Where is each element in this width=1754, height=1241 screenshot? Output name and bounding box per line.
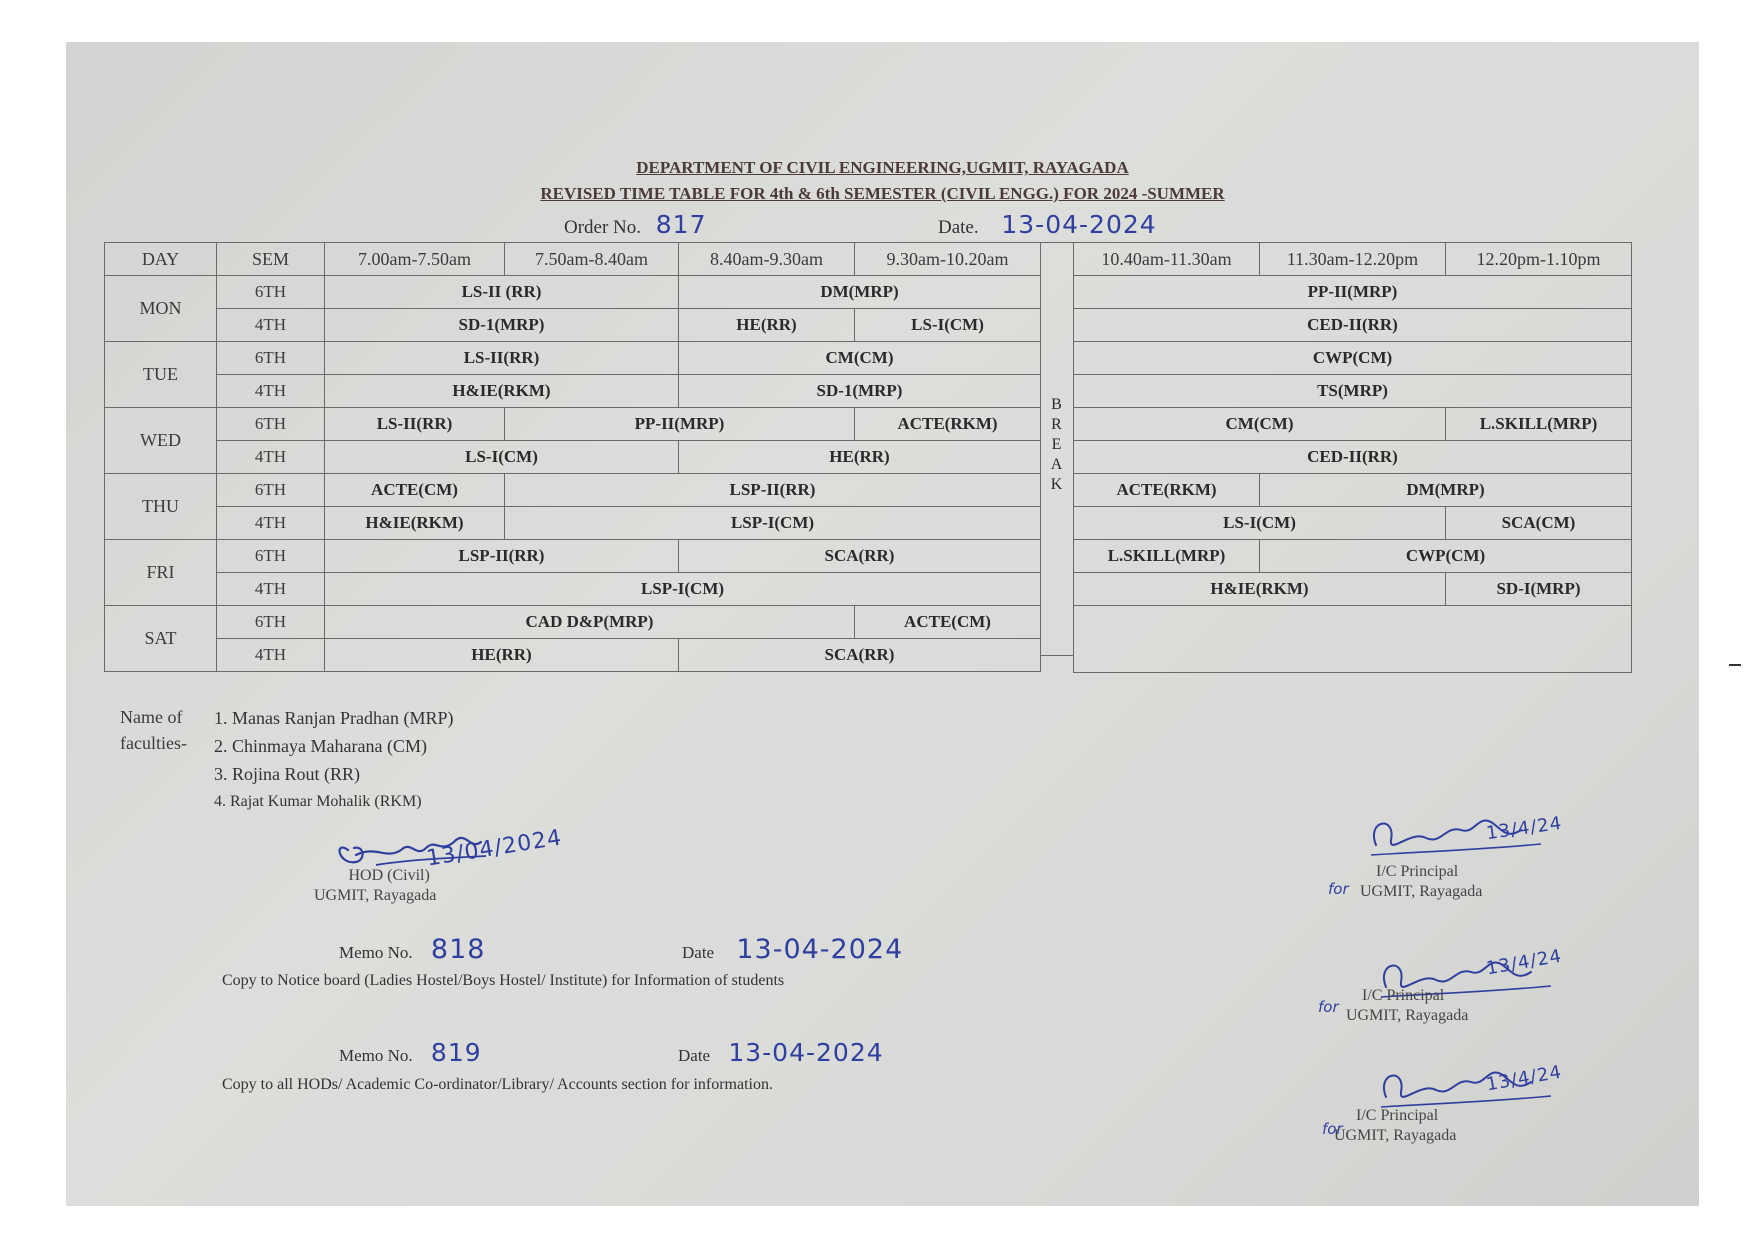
principal-signature-date: 13/4/24	[1484, 945, 1564, 980]
class-cell: PP-II(MRP)	[505, 408, 855, 441]
class-cell: ACTE(RKM)	[855, 408, 1041, 441]
list-item: 4. Rajat Kumar Mohalik (RKM)	[214, 793, 422, 810]
class-cell: ACTE(CM)	[325, 474, 505, 507]
class-cell: H&IE(RKM)	[1074, 573, 1446, 606]
class-cell: SD-1(MRP)	[325, 309, 679, 342]
class-cell: H&IE(RKM)	[325, 507, 505, 540]
memo-date-value: 13-04-2024	[736, 934, 904, 965]
for-mark: for	[1328, 880, 1349, 898]
class-cell: LSP-I(CM)	[505, 507, 1041, 540]
table-row	[105, 507, 1041, 540]
order-date: Date. 13-04-2024	[938, 210, 1157, 239]
class-cell: SD-1(MRP)	[679, 375, 1041, 408]
class-cell: LS-II (RR)	[325, 276, 679, 309]
class-cell: SD-I(MRP)	[1446, 573, 1632, 606]
hod-signature-date: 13/04/2024	[424, 825, 564, 872]
empty-cell	[1074, 606, 1632, 673]
table-row	[105, 309, 1041, 342]
sem-cell: 6TH	[217, 606, 325, 639]
sem-cell: 4TH	[217, 309, 325, 342]
class-cell: LSP-II(RR)	[505, 474, 1041, 507]
for-mark: for	[1318, 998, 1339, 1016]
class-cell: CWP(CM)	[1260, 540, 1632, 573]
table-row	[105, 474, 1041, 507]
memo-number-value: 818	[430, 934, 486, 965]
table-row	[1074, 507, 1632, 540]
day-cell: FRI	[105, 540, 217, 606]
col-sem: SEM	[217, 243, 325, 276]
day-cell: SAT	[105, 606, 217, 672]
copy-hods: Copy to all HODs/ Academic Co-ordinator/Library/ Accounts section for information.	[222, 1076, 773, 1093]
edge-mark	[1729, 664, 1741, 666]
slot-header: 7.00am-7.50am	[325, 243, 505, 276]
header-row	[105, 243, 1041, 276]
class-cell: L.SKILL(MRP)	[1074, 540, 1260, 573]
class-cell: LS-II(RR)	[325, 342, 679, 375]
class-cell: LS-I(CM)	[855, 309, 1041, 342]
table-row	[1074, 375, 1632, 408]
principal-designation: I/C Principal UGMIT, Rayagada	[1346, 987, 1469, 1024]
sem-cell: 6TH	[217, 474, 325, 507]
timetable-subtitle: REVISED TIME TABLE FOR 4th & 6th SEMESTER (CIVIL ENGG.) FOR 2024 -SUMMER	[540, 184, 1225, 203]
break-letter: R	[1051, 416, 1062, 433]
table-row	[1074, 474, 1632, 507]
sem-cell: 4TH	[217, 639, 325, 672]
sem-cell: 4TH	[217, 441, 325, 474]
class-cell: SCA(RR)	[679, 639, 1041, 672]
memo-818: Memo No. 818	[339, 934, 486, 965]
timetable-afternoon	[1073, 242, 1632, 673]
class-cell: CED-II(RR)	[1074, 441, 1632, 474]
table-row	[105, 342, 1041, 375]
principal-designation: I/C Principal UGMIT, Rayagada	[1360, 863, 1483, 900]
table-row	[1074, 573, 1632, 606]
table-row	[105, 540, 1041, 573]
class-cell: ACTE(CM)	[855, 606, 1041, 639]
slot-header: 11.30am-12.20pm	[1260, 243, 1446, 276]
day-cell: TUE	[105, 342, 217, 408]
table-row	[1074, 309, 1632, 342]
break-letter: E	[1051, 436, 1062, 453]
hod-designation: HOD (Civil) UGMIT, Rayagada	[314, 867, 437, 904]
table-row	[1074, 441, 1632, 474]
col-day: DAY	[105, 243, 217, 276]
table-row	[105, 375, 1041, 408]
table-row	[105, 573, 1041, 606]
slot-header: 12.20pm-1.10pm	[1446, 243, 1632, 276]
table-row	[1074, 408, 1632, 441]
sem-cell: 6TH	[217, 408, 325, 441]
department-title: DEPARTMENT OF CIVIL ENGINEERING,UGMIT, RAYAGADA	[636, 158, 1129, 177]
for-mark: for	[1322, 1120, 1343, 1138]
class-cell: HE(RR)	[325, 639, 679, 672]
class-cell: CM(CM)	[1074, 408, 1446, 441]
principal-signature-date: 13/4/24	[1484, 812, 1564, 845]
class-cell: CWP(CM)	[1074, 342, 1632, 375]
break-letter: K	[1050, 476, 1063, 493]
sem-cell: 6TH	[217, 342, 325, 375]
document-page	[66, 42, 1699, 1206]
break-letter: B	[1051, 396, 1062, 413]
header-row	[1074, 243, 1632, 276]
class-cell: LS-I(CM)	[1074, 507, 1446, 540]
sem-cell: 4TH	[217, 573, 325, 606]
memo-number-value: 819	[430, 1038, 482, 1067]
class-cell: LS-II(RR)	[325, 408, 505, 441]
class-cell: SCA(CM)	[1446, 507, 1632, 540]
break-column	[1040, 242, 1073, 656]
principal-signature-date: 13/4/24	[1484, 1061, 1564, 1096]
order-number: Order No. 817	[564, 210, 707, 239]
class-cell: CED-II(RR)	[1074, 309, 1632, 342]
memo-date-value: 13-04-2024	[728, 1038, 884, 1067]
day-cell: THU	[105, 474, 217, 540]
class-cell: DM(MRP)	[679, 276, 1041, 309]
table-row	[105, 639, 1041, 672]
slot-header: 9.30am-10.20am	[855, 243, 1041, 276]
list-item: 1. Manas Ranjan Pradhan (MRP)	[214, 708, 454, 728]
faculty-list	[214, 704, 453, 816]
class-cell: LS-I(CM)	[325, 441, 679, 474]
break-letter: A	[1050, 456, 1063, 473]
memo-819: Memo No. 819	[339, 1038, 482, 1067]
memo-819-date: Date 13-04-2024	[678, 1038, 884, 1067]
class-cell: LSP-I(CM)	[325, 573, 1041, 606]
sem-cell: 4TH	[217, 375, 325, 408]
class-cell: CM(CM)	[679, 342, 1041, 375]
table-row	[105, 276, 1041, 309]
class-cell: SCA(RR)	[679, 540, 1041, 573]
slot-header: 8.40am-9.30am	[679, 243, 855, 276]
class-cell: LSP-II(RR)	[325, 540, 679, 573]
class-cell: H&IE(RKM)	[325, 375, 679, 408]
day-cell: MON	[105, 276, 217, 342]
class-cell: HE(RR)	[679, 441, 1041, 474]
class-cell: HE(RR)	[679, 309, 855, 342]
table-row	[1074, 540, 1632, 573]
list-item: 2. Chinmaya Maharana (CM)	[214, 736, 427, 756]
principal-designation: I/C Principal UGMIT, Rayagada	[1334, 1107, 1457, 1144]
class-cell: TS(MRP)	[1074, 375, 1632, 408]
memo-818-date: Date 13-04-2024	[682, 934, 904, 965]
slot-header: 10.40am-11.30am	[1074, 243, 1260, 276]
class-cell: L.SKILL(MRP)	[1446, 408, 1632, 441]
class-cell: PP-II(MRP)	[1074, 276, 1632, 309]
table-row	[105, 441, 1041, 474]
timetable-morning	[104, 242, 1041, 672]
table-row	[105, 408, 1041, 441]
order-date-value: 13-04-2024	[1001, 210, 1157, 239]
class-cell: DM(MRP)	[1260, 474, 1632, 507]
table-row	[1074, 276, 1632, 309]
table-row	[1074, 342, 1632, 375]
copy-notice: Copy to Notice board (Ladies Hostel/Boys Hostel/ Institute) for Information of students	[222, 972, 785, 989]
sem-cell: 6TH	[217, 540, 325, 573]
slot-header: 7.50am-8.40am	[505, 243, 679, 276]
sem-cell: 6TH	[217, 276, 325, 309]
order-number-value: 817	[655, 210, 707, 239]
class-cell: CAD D&P(MRP)	[325, 606, 855, 639]
day-cell: WED	[105, 408, 217, 474]
table-row	[105, 606, 1041, 639]
class-cell: ACTE(RKM)	[1074, 474, 1260, 507]
list-item: 3. Rojina Rout (RR)	[214, 764, 361, 784]
faculties-label: Name of faculties-	[120, 707, 187, 753]
sem-cell: 4TH	[217, 507, 325, 540]
